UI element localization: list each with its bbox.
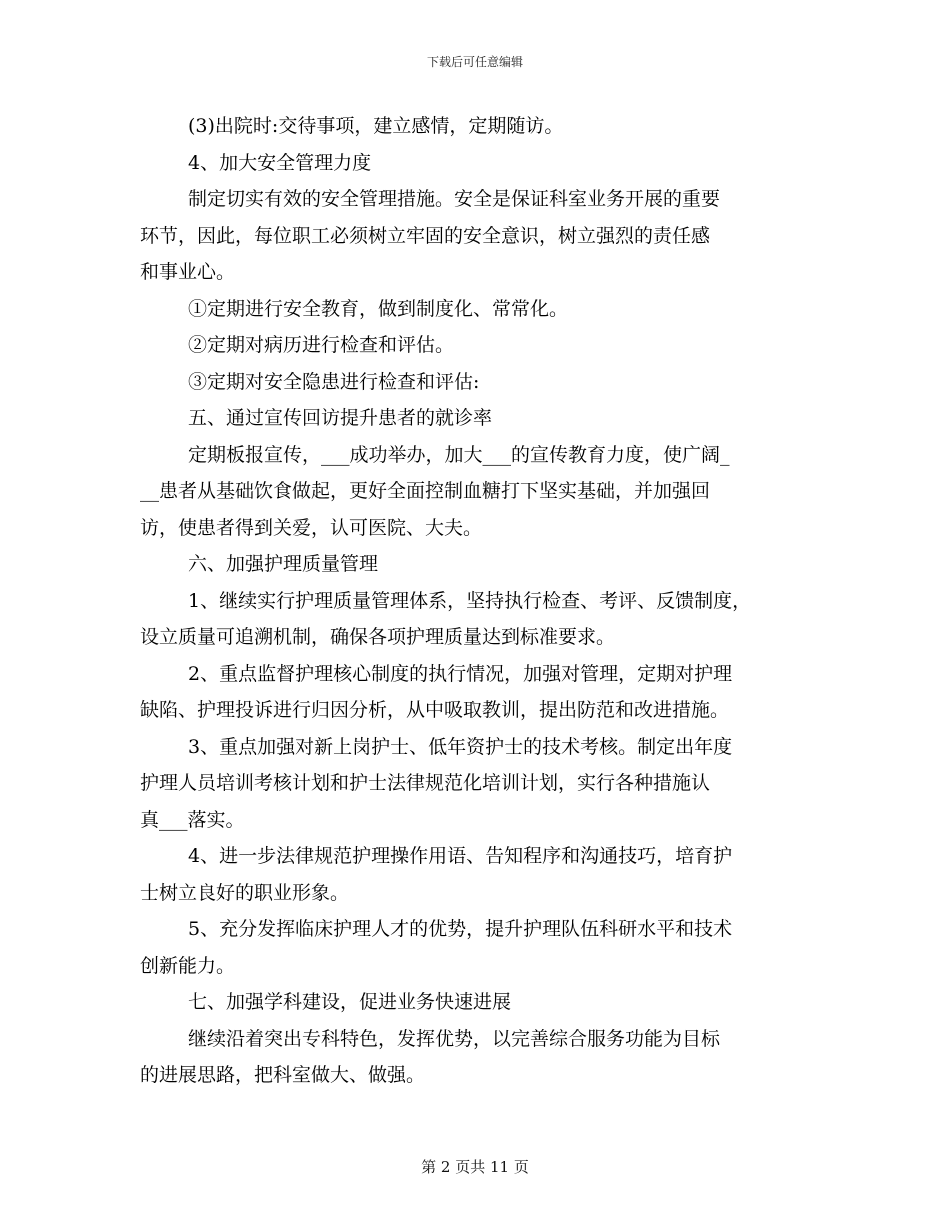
paragraph (140, 656, 810, 729)
paragraph-line: (3)出院时:交待事项，建立感情，定期随访。 (188, 115, 564, 137)
page-header: 下载后可任意编辑 (426, 55, 523, 69)
list-item (140, 291, 810, 328)
paragraph-line: 七、加强学科建设，促进业务快速进展 (188, 991, 512, 1013)
paragraph-line: 和事业心。 (140, 261, 236, 283)
paragraph-line: ②定期对病历进行检查和评估。 (188, 334, 455, 356)
paragraph-line: 4、加大安全管理力度 (188, 151, 372, 174)
paragraph-line: ③定期对安全隐患进行检查和评估: (188, 370, 480, 393)
paragraph-line: 1、继续实行护理质量管理体系，坚持执行检查、考评、反馈制度， (188, 589, 752, 612)
paragraph (140, 1021, 810, 1094)
paragraph (140, 181, 810, 291)
paragraph-line: 2、重点监督护理核心制度的执行情况，加强对管理，定期对护理 (188, 662, 733, 685)
paragraph (140, 437, 810, 547)
section-heading (140, 400, 810, 437)
list-item (140, 364, 810, 401)
paragraph-line: 的进展思路，把科室做大、做强。 (140, 1064, 426, 1086)
paragraph (140, 108, 810, 145)
paragraph-line: 设立质量可追溯机制，确保各项护理质量达到标准要求。 (140, 626, 616, 648)
paragraph-line: 3、重点加强对新上岗护士、低年资护士的技术考核。制定出年度 (188, 735, 733, 758)
document-body (140, 108, 810, 1094)
paragraph (140, 911, 810, 984)
paragraph-line: 创新能力。 (140, 954, 236, 977)
paragraph-line: 4、进一步法律规范护理操作用语、告知程序和沟通技巧，培育护 (188, 845, 733, 867)
paragraph (140, 583, 810, 656)
section-heading (140, 546, 810, 583)
paragraph-line: 五、通过宣传回访提升患者的就诊率 (188, 407, 493, 429)
paragraph-line: 士树立良好的职业形象。 (140, 881, 350, 904)
paragraph-line: ①定期进行安全教育，做到制度化、常常化。 (188, 297, 569, 320)
paragraph-line: 护理人员培训考核计划和护士法律规范化培训计划，实行各种措施认 (140, 772, 711, 794)
paragraph-line: 5、充分发挥临床护理人才的优势，提升护理队伍科研水平和技术 (188, 918, 733, 940)
page-footer: 第 2 页共 11 页 (421, 1158, 529, 1176)
paragraph (140, 729, 810, 839)
list-item (140, 327, 810, 364)
paragraph-line: 继续沿着突出专科特色，发挥优势，以完善综合服务功能为目标 (188, 1027, 721, 1050)
paragraph-line: 六、加强护理质量管理 (188, 553, 379, 575)
paragraph-line: 环节，因此，每位职工必须树立牢固的安全意识，树立强烈的责任感 (140, 224, 711, 247)
paragraph-line: 访，使患者得到关爱，认可医院、大夫。 (140, 516, 483, 539)
section-heading (140, 984, 810, 1021)
paragraph-line: 定期板报宣传，___成功举办，加大___的宣传教育力度，使广阔_ (188, 443, 730, 466)
paragraph (140, 838, 810, 911)
paragraph-line: __患者从基础饮食做起，更好全面控制血糖打下坚实基础，并加强回 (140, 480, 711, 502)
paragraph-line: 真___落实。 (140, 808, 245, 831)
paragraph-line: 缺陷、护理投诉进行归因分析，从中吸取教训，提出防范和改进措施。 (140, 699, 730, 721)
section-heading (140, 145, 810, 182)
paragraph-line: 制定切实有效的安全管理措施。安全是保证科室业务开展的重要 (188, 188, 721, 210)
